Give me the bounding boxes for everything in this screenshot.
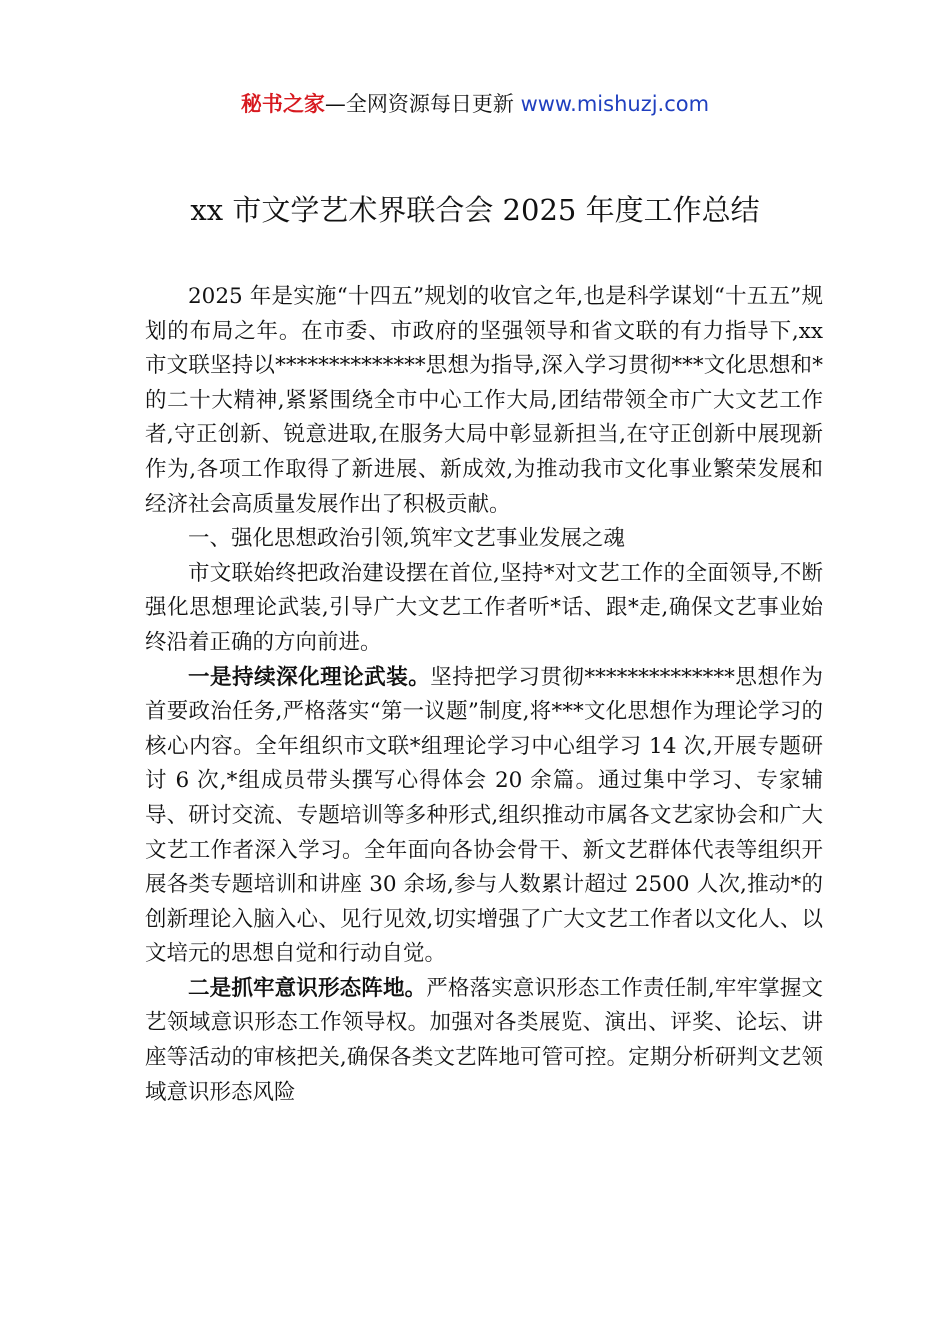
section-intro-paragraph: 市文联始终把政治建设摆在首位,坚持*对文艺工作的全面领导,不断强化思想理论武装,引导广大文艺工作者听*话、跟*走,确保文艺事业始终沿着正确的方向前进。 [145, 560, 823, 655]
site-header [0, 88, 950, 120]
intro-paragraph: 2025 年是实施“十四五”规划的收官之年,也是科学谋划“十五五”规划的布局之年。在市委、市政府的坚强领导和省文联的有力指导下,xx 市文联坚持以**************思想为指导,深入学习贯彻***文化思想和*的二十大精神,紧紧围绕全市中心工作大局,团结带领全市广大文艺工作者,守正创新、锐意进取,在服务大局中彰显新担当,在守正创新中展现新作为,各项工作取得了新进展、新成效,为推动我市文化事业繁荣发展和经济社会高质量发展作出了积极贡献。 [145, 284, 823, 517]
header-tagline: —全网资源每日更新 [324, 92, 521, 116]
brand-name: 秘书之家 [240, 92, 325, 116]
item-paragraph-2 [145, 972, 823, 1110]
item-text-2: 严格落实意识形态工作责任制,牢牢掌握文艺领域意识形态工作领导权。加强对各类展览、演出、评奖、论坛、讲座等活动的审核把关,确保各类文艺阵地可管可控。定期分析研判文艺领域意识形态风险 [145, 975, 823, 1105]
item-lead-1: 一是持续深化理论武装。 [188, 664, 431, 690]
item-lead-2: 二是抓牢意识形态阵地。 [188, 975, 427, 1001]
site-link[interactable]: www.mishuzj.com [520, 92, 710, 116]
item-paragraph-1 [145, 661, 823, 972]
document-body [145, 280, 823, 1110]
item-text-1: 坚持把学习贯彻**************思想作为首要政治任务,严格落实“第一议题”制度,将***文化思想作为理论学习的核心内容。全年组织市文联*组理论学习中心组学习 14 次,开展专题研讨 6 次,*组成员带头撰写心得体会 20 余篇。通过集中学习、专家辅导、研讨交流、专题培训等多种形式,组织推动市属各文艺家协会和广大文艺工作者深入学习。全年面向各协会骨干、新文艺群体代表等组织开展各类专题培训和讲座 30 余场,参与人数累计超过 2500 人次,推动*的创新理论入脑入心、见行见效,切实增强了广大文艺工作者以文化人、以文培元的思想自觉和行动自觉。 [145, 664, 823, 967]
section-heading: 一、强化思想政治引领,筑牢文艺事业发展之魂 [188, 526, 625, 552]
document-title: xx 市文学艺术界联合会 2025 年度工作总结 [190, 193, 760, 227]
